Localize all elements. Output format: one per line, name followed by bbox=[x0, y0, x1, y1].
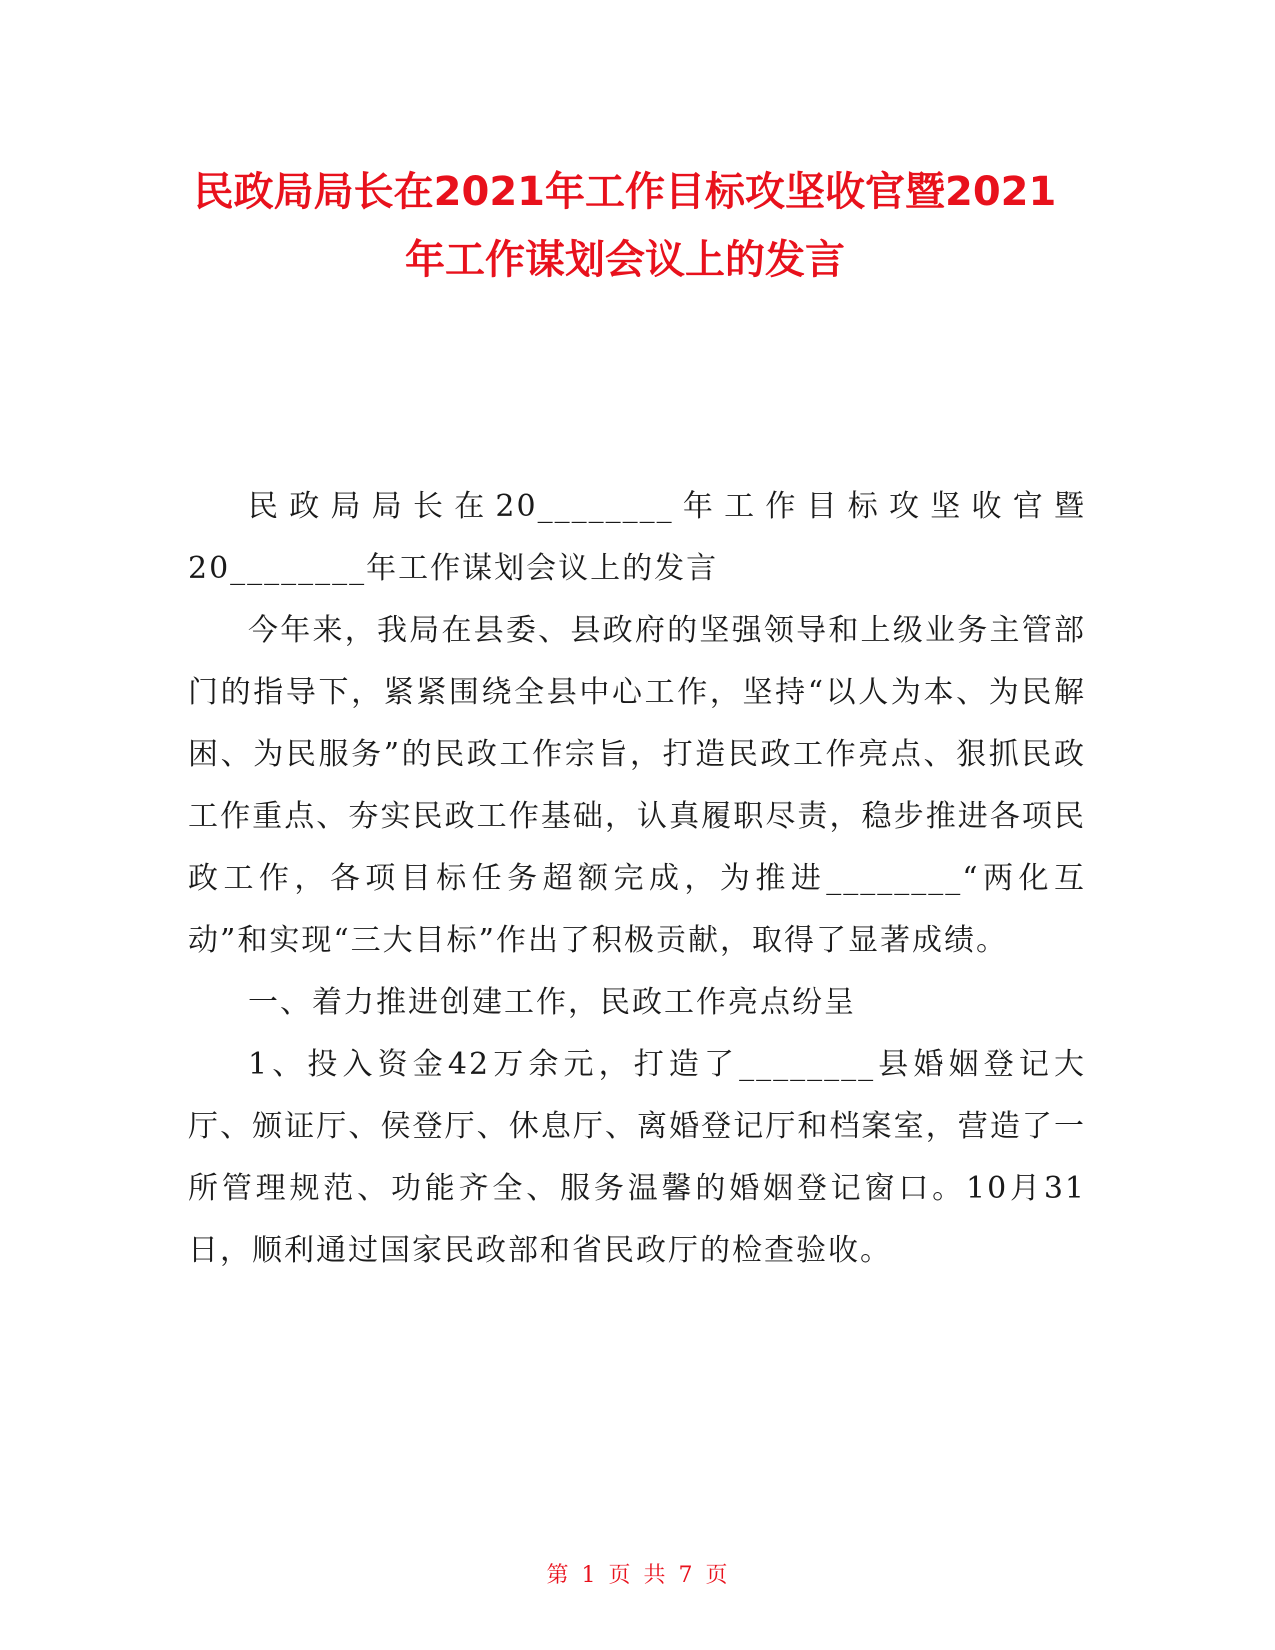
section-heading-1: 一、着力推进创建工作，民政工作亮点纷呈 bbox=[248, 985, 856, 1020]
footer-label-unit: 页 bbox=[608, 1563, 632, 1588]
paragraph-item-1: 1、投入资金42万余元，打造了________县婚姻登记大厅、颁证厅、侯登厅、休息厅、离婚登记厅和档案室，营造了一所管理规范、功能齐全、服务温馨的婚姻登记窗口。10月31日，顺利通过国家民政部和省民政厅的检查验收。 bbox=[188, 1047, 1086, 1268]
document-title: 民政局局长在2021年工作目标攻坚收官暨2021年工作谋划会议上的发言 bbox=[193, 169, 1057, 283]
document-body bbox=[188, 476, 1086, 1282]
paragraph-intro: 今年来，我局在县委、县政府的坚强领导和上级业务主管部门的指导下，紧紧围绕全县中心工作，坚持“以人为本、为民解困、为民服务”的民政工作宗旨，打造民政工作亮点、狠抓民政工作重点、夯实民政工作基础，认真履职尽责，稳步推进各项民政工作，各项目标任务超额完成，为推进________“两化互动”和实现“三大目标”作出了积极贡献，取得了显著成绩。 bbox=[188, 613, 1086, 958]
footer-current-page: 1 bbox=[581, 1563, 597, 1588]
footer-total-pages: 7 bbox=[678, 1563, 694, 1588]
page-footer bbox=[0, 1558, 1275, 1589]
footer-label-page: 第 bbox=[546, 1563, 570, 1588]
footer-label-total: 共 bbox=[643, 1563, 667, 1588]
footer-label-unit2: 页 bbox=[705, 1563, 729, 1588]
paragraph-subtitle: 民政局局长在20________年工作目标攻坚收官暨20________年工作谋划会议上的发言 bbox=[188, 489, 1086, 586]
